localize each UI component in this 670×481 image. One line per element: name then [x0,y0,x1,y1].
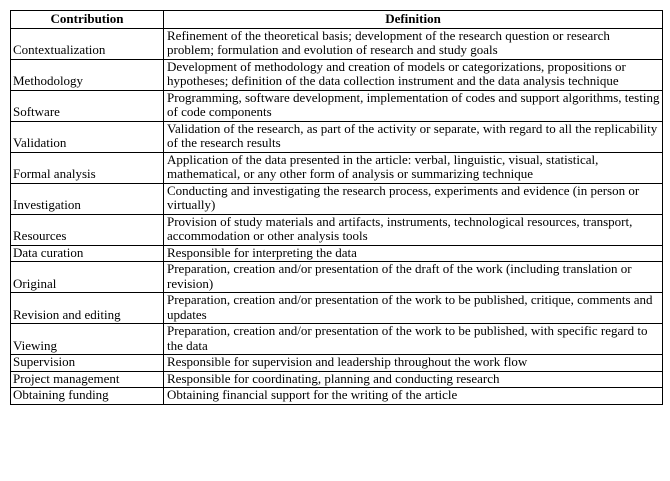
table-row [11,371,663,388]
contribution-cell: Investigation [11,183,164,214]
definition-cell: Preparation, creation and/or presentation of the work to be published, critique, comments and updates [164,293,663,324]
header-definition: Definition [164,11,663,29]
definition-cell: Programming, software development, implementation of codes and support algorithms, testing of code components [164,90,663,121]
table-row [11,355,663,372]
contributions-table [10,10,663,405]
definition-cell: Preparation, creation and/or presentation of the draft of the work (including translation or revision) [164,262,663,293]
header-contribution: Contribution [11,11,164,29]
table-row [11,121,663,152]
table-body [11,28,663,404]
table-row [11,90,663,121]
contribution-cell: Data curation [11,245,164,262]
contribution-cell: Project management [11,371,164,388]
definition-cell: Development of methodology and creation of models or categorizations, propositions or hypotheses; definition of the data collection instrument and the data analysis technique [164,59,663,90]
definition-cell: Responsible for coordinating, planning and conducting research [164,371,663,388]
table-row [11,59,663,90]
table-row [11,152,663,183]
contribution-cell: Methodology [11,59,164,90]
definition-cell: Refinement of the theoretical basis; development of the research question or research problem; formulation and evolution of research and study goals [164,28,663,59]
contribution-cell: Revision and editing [11,293,164,324]
definition-cell: Responsible for supervision and leadership throughout the work flow [164,355,663,372]
definition-cell: Conducting and investigating the research process, experiments and evidence (in person or virtually) [164,183,663,214]
contribution-cell: Viewing [11,324,164,355]
definition-cell: Validation of the research, as part of the activity or separate, with regard to all the replicability of the research results [164,121,663,152]
contribution-cell: Contextualization [11,28,164,59]
table-row [11,293,663,324]
contribution-cell: Resources [11,214,164,245]
contribution-cell: Original [11,262,164,293]
definition-cell: Obtaining financial support for the writing of the article [164,388,663,405]
definition-cell: Preparation, creation and/or presentation of the work to be published, with specific regard to the data [164,324,663,355]
definition-cell: Provision of study materials and artifacts, instruments, technological resources, transport, accommodation or other analysis tools [164,214,663,245]
header-row [11,11,663,29]
definition-cell: Responsible for interpreting the data [164,245,663,262]
contribution-cell: Obtaining funding [11,388,164,405]
table-row [11,388,663,405]
table-row [11,28,663,59]
contribution-cell: Formal analysis [11,152,164,183]
table-row [11,245,663,262]
contribution-cell: Software [11,90,164,121]
definition-cell: Application of the data presented in the article: verbal, linguistic, visual, statistical, mathematical, or any other form of analysis or summarizing technique [164,152,663,183]
contribution-cell: Validation [11,121,164,152]
table-row [11,324,663,355]
contribution-cell: Supervision [11,355,164,372]
table-row [11,183,663,214]
table-row [11,262,663,293]
table-row [11,214,663,245]
